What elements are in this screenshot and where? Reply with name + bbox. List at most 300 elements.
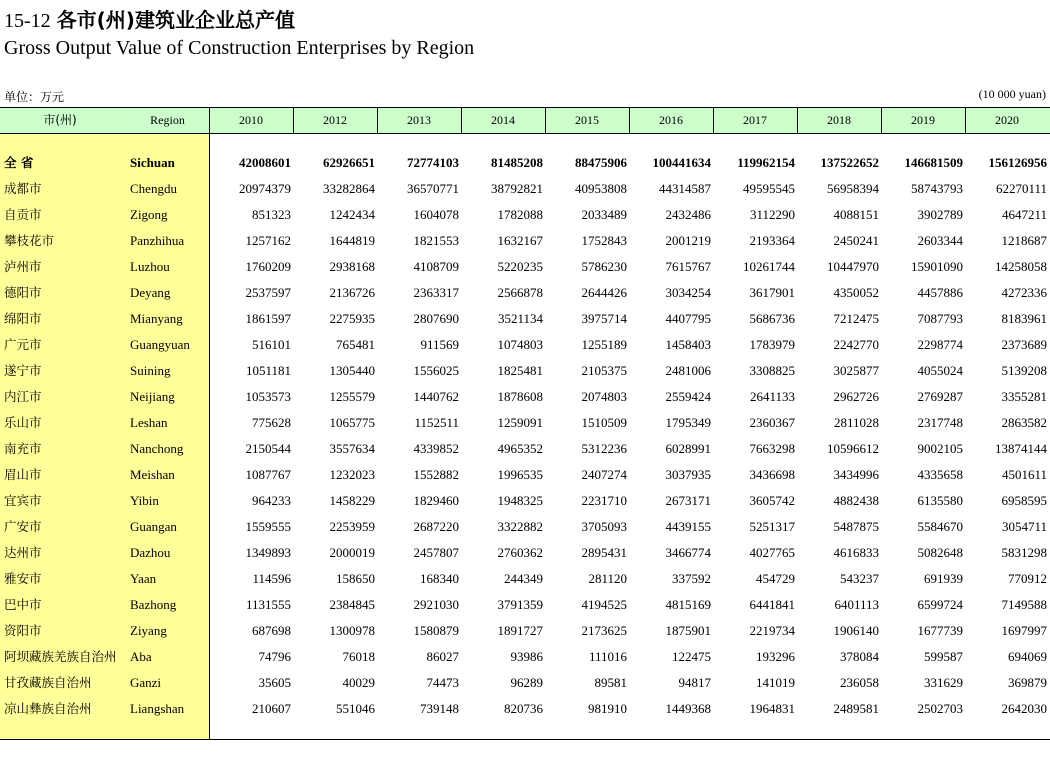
region-name-en: Luzhou	[130, 259, 170, 274]
value-cell: 1964831	[749, 701, 795, 716]
value-cell: 2231710	[581, 493, 627, 508]
value-cell: 3112290	[749, 207, 795, 222]
value-cell: 5831298	[1001, 545, 1047, 560]
value-cell: 6401113	[834, 597, 879, 612]
value-cell: 2298774	[917, 337, 963, 352]
value-cell: 1825481	[497, 363, 543, 378]
value-cell: 1242434	[329, 207, 375, 222]
region-name-cn: 成都市	[4, 181, 42, 196]
header-region-cn: 市(州)	[43, 113, 77, 127]
value-cell: 2373689	[1001, 337, 1047, 352]
value-cell: 1458403	[665, 337, 711, 352]
value-cell: 3037935	[665, 467, 711, 482]
table-row	[0, 540, 1050, 566]
value-cell: 86027	[426, 649, 459, 664]
value-cell: 7615767	[665, 259, 711, 274]
value-cell: 2760362	[497, 545, 543, 560]
region-name-en: Sichuan	[130, 155, 175, 170]
value-cell: 4027765	[749, 545, 795, 560]
value-cell: 1510509	[581, 415, 627, 430]
value-cell: 851323	[252, 207, 291, 222]
value-cell: 2962726	[833, 389, 879, 404]
table-row	[0, 202, 1050, 228]
header-year: 2017	[743, 113, 767, 127]
value-cell: 1878608	[497, 389, 543, 404]
value-cell: 2450241	[833, 233, 879, 248]
value-cell: 2193364	[749, 233, 795, 248]
value-cell: 3975714	[581, 311, 627, 326]
value-cell: 49595545	[743, 181, 795, 196]
table-row-total	[0, 150, 1050, 176]
value-cell: 2360367	[749, 415, 795, 430]
table-row	[0, 566, 1050, 592]
value-cell: 1906140	[833, 623, 879, 638]
header-divider	[713, 108, 714, 133]
value-cell: 33282864	[323, 181, 375, 196]
value-cell: 111016	[588, 649, 627, 664]
value-cell: 74796	[258, 649, 291, 664]
value-cell: 81485208	[491, 155, 543, 170]
value-cell: 2001219	[665, 233, 711, 248]
value-cell: 4882438	[833, 493, 879, 508]
region-name-cn: 乐山市	[4, 415, 42, 430]
region-name-en: Mianyang	[130, 311, 183, 326]
value-cell: 2457807	[413, 545, 459, 560]
value-cell: 2000019	[329, 545, 375, 560]
value-cell: 739148	[420, 701, 459, 716]
value-cell: 2807690	[413, 311, 459, 326]
value-cell: 10447970	[827, 259, 879, 274]
region-name-en: Zigong	[130, 207, 168, 222]
value-cell: 35605	[258, 675, 291, 690]
value-cell: 141019	[756, 675, 795, 690]
value-cell: 2150544	[245, 441, 291, 456]
value-cell: 2938168	[329, 259, 375, 274]
value-cell: 5786230	[581, 259, 627, 274]
value-cell: 1604078	[413, 207, 459, 222]
value-cell: 114596	[252, 571, 291, 586]
value-cell: 146681509	[904, 155, 963, 170]
value-cell: 4339852	[413, 441, 459, 456]
value-cell: 2566878	[497, 285, 543, 300]
value-cell: 93986	[510, 649, 543, 664]
table-header	[0, 107, 1050, 134]
value-cell: 1349893	[245, 545, 291, 560]
value-cell: 13874144	[995, 441, 1047, 456]
value-cell: 1752843	[581, 233, 627, 248]
region-name-en: Nanchong	[130, 441, 184, 456]
value-cell: 2489581	[833, 701, 879, 716]
value-cell: 770912	[1008, 571, 1047, 586]
value-cell: 137522652	[820, 155, 879, 170]
region-name-cn: 宜宾市	[4, 493, 42, 508]
value-cell: 2253959	[329, 519, 375, 534]
region-name-en: Deyang	[130, 285, 171, 300]
region-name-en: Dazhou	[130, 545, 171, 560]
value-cell: 1821553	[413, 233, 459, 248]
value-cell: 2275935	[329, 311, 375, 326]
value-cell: 1053573	[245, 389, 291, 404]
value-cell: 4194525	[581, 597, 627, 612]
header-year: 2016	[659, 113, 683, 127]
value-cell: 1074803	[497, 337, 543, 352]
value-cell: 3322882	[497, 519, 543, 534]
table-row	[0, 384, 1050, 410]
value-cell: 1131555	[245, 597, 291, 612]
value-cell: 4088151	[833, 207, 879, 222]
value-cell: 337592	[672, 571, 711, 586]
value-cell: 4815169	[665, 597, 711, 612]
region-name-cn: 德阳市	[4, 285, 42, 300]
value-cell: 5584670	[917, 519, 963, 534]
region-name-cn: 遂宁市	[4, 363, 42, 378]
value-cell: 72774103	[407, 155, 459, 170]
value-cell: 1218687	[1001, 233, 1047, 248]
value-cell: 1580879	[413, 623, 459, 638]
value-cell: 1255189	[581, 337, 627, 352]
region-name-en: Suining	[130, 363, 171, 378]
page-title-cn	[4, 4, 295, 33]
value-cell: 543237	[840, 571, 879, 586]
value-cell: 3902789	[917, 207, 963, 222]
value-cell: 4439155	[665, 519, 711, 534]
table-row	[0, 592, 1050, 618]
value-cell: 100441634	[652, 155, 711, 170]
value-cell: 2863582	[1001, 415, 1047, 430]
header-region-en: Region	[150, 113, 185, 127]
value-cell: 775628	[252, 415, 291, 430]
value-cell: 765481	[336, 337, 375, 352]
value-cell: 1948325	[497, 493, 543, 508]
value-cell: 2811028	[833, 415, 879, 430]
value-cell: 1552882	[413, 467, 459, 482]
value-cell: 4616833	[833, 545, 879, 560]
value-cell: 4407795	[665, 311, 711, 326]
header-divider	[293, 108, 294, 133]
page-title-en: Gross Output Value of Construction Enterprises by Region	[4, 37, 475, 59]
region-name-cn: 雅安市	[4, 571, 42, 586]
value-cell: 5220235	[497, 259, 543, 274]
value-cell: 820736	[504, 701, 543, 716]
value-cell: 62270111	[995, 181, 1047, 196]
region-name-en: Guangan	[130, 519, 177, 534]
value-cell: 2074803	[581, 389, 627, 404]
table-row	[0, 410, 1050, 436]
value-cell: 1829460	[413, 493, 459, 508]
header-divider	[545, 108, 546, 133]
value-cell: 6135580	[917, 493, 963, 508]
value-cell: 911569	[420, 337, 459, 352]
value-cell: 3434996	[833, 467, 879, 482]
region-name-en: Panzhihua	[130, 233, 185, 248]
value-cell: 2641133	[749, 389, 795, 404]
value-cell: 3308825	[749, 363, 795, 378]
title-cn-text: 各市(州)建筑业企业总产值	[56, 8, 295, 32]
value-cell: 3521134	[497, 311, 543, 326]
value-cell: 1996535	[497, 467, 543, 482]
region-name-cn: 内江市	[4, 389, 42, 404]
table-row	[0, 462, 1050, 488]
value-cell: 1259091	[497, 415, 543, 430]
region-name-cn: 广元市	[4, 337, 42, 352]
value-cell: 1051181	[245, 363, 291, 378]
value-cell: 2559424	[665, 389, 711, 404]
value-cell: 3466774	[665, 545, 711, 560]
value-cell: 1783979	[749, 337, 795, 352]
value-cell: 516101	[252, 337, 291, 352]
value-cell: 4647211	[1001, 207, 1047, 222]
value-cell: 7663298	[749, 441, 795, 456]
value-cell: 281120	[588, 571, 627, 586]
value-cell: 14258058	[995, 259, 1047, 274]
value-cell: 10261744	[743, 259, 795, 274]
table-row	[0, 358, 1050, 384]
value-cell: 42008601	[239, 155, 291, 170]
value-cell: 2921030	[413, 597, 459, 612]
value-cell: 88475906	[575, 155, 627, 170]
value-cell: 1677739	[917, 623, 963, 638]
value-cell: 2317748	[917, 415, 963, 430]
table-row	[0, 670, 1050, 696]
value-cell: 2033489	[581, 207, 627, 222]
value-cell: 56958394	[827, 181, 879, 196]
value-cell: 1875901	[665, 623, 711, 638]
value-cell: 20974379	[239, 181, 291, 196]
value-cell: 2644426	[581, 285, 627, 300]
value-cell: 58743793	[911, 181, 963, 196]
value-cell: 6028991	[665, 441, 711, 456]
header-divider	[881, 108, 882, 133]
value-cell: 40029	[342, 675, 375, 690]
value-cell: 1065775	[329, 415, 375, 430]
value-cell: 36570771	[407, 181, 459, 196]
region-name-cn: 自贡市	[4, 207, 42, 222]
value-cell: 15901090	[911, 259, 963, 274]
value-cell: 2242770	[833, 337, 879, 352]
value-cell: 691939	[924, 571, 963, 586]
value-cell: 3617901	[749, 285, 795, 300]
region-name-en: Neijiang	[130, 389, 175, 404]
value-cell: 2687220	[413, 519, 459, 534]
value-cell: 2481006	[665, 363, 711, 378]
unit-label-cn: 单位：万元	[4, 90, 65, 104]
region-name-en: Aba	[130, 649, 152, 664]
region-name-cn: 眉山市	[4, 467, 42, 482]
table-row	[0, 514, 1050, 540]
value-cell: 6599724	[917, 597, 963, 612]
header-divider	[629, 108, 630, 133]
value-cell: 331629	[924, 675, 963, 690]
value-cell: 1556025	[413, 363, 459, 378]
value-cell: 96289	[510, 675, 543, 690]
table-row	[0, 176, 1050, 202]
header-divider	[377, 108, 378, 133]
table-row	[0, 228, 1050, 254]
value-cell: 1697997	[1001, 623, 1047, 638]
value-cell: 89581	[594, 675, 627, 690]
value-cell: 551046	[336, 701, 375, 716]
table-row	[0, 280, 1050, 306]
value-cell: 4108709	[413, 259, 459, 274]
value-cell: 378084	[840, 649, 879, 664]
value-cell: 5487875	[833, 519, 879, 534]
value-cell: 1861597	[245, 311, 291, 326]
value-cell: 5082648	[917, 545, 963, 560]
value-cell: 2105375	[581, 363, 627, 378]
value-cell: 1232023	[329, 467, 375, 482]
value-cell: 2895431	[581, 545, 627, 560]
value-cell: 687698	[252, 623, 291, 638]
value-cell: 7149588	[1001, 597, 1047, 612]
value-cell: 1449368	[665, 701, 711, 716]
value-cell: 1891727	[497, 623, 543, 638]
table-row	[0, 696, 1050, 722]
value-cell: 2603344	[917, 233, 963, 248]
region-name-cn: 攀枝花市	[4, 233, 55, 248]
region-name-en: Yaan	[130, 571, 157, 586]
header-year: 2020	[995, 113, 1019, 127]
value-cell: 40953808	[575, 181, 627, 196]
value-cell: 1087767	[245, 467, 291, 482]
header-year: 2012	[323, 113, 347, 127]
value-cell: 193296	[756, 649, 795, 664]
header-divider	[965, 108, 966, 133]
value-cell: 1300978	[329, 623, 375, 638]
header-divider	[461, 108, 462, 133]
region-name-cn: 泸州市	[4, 259, 42, 274]
value-cell: 3436698	[749, 467, 795, 482]
region-name-cn: 资阳市	[4, 623, 42, 638]
value-cell: 2673171	[665, 493, 711, 508]
value-cell: 4501611	[1001, 467, 1047, 482]
value-cell: 122475	[672, 649, 711, 664]
value-cell: 236058	[840, 675, 879, 690]
region-name-en: Chengdu	[130, 181, 177, 196]
value-cell: 4457886	[917, 285, 963, 300]
value-cell: 2384845	[329, 597, 375, 612]
value-cell: 2432486	[665, 207, 711, 222]
value-cell: 1152511	[414, 415, 459, 430]
value-cell: 694069	[1008, 649, 1047, 664]
value-cell: 3705093	[581, 519, 627, 534]
value-cell: 62926651	[323, 155, 375, 170]
region-name-en: Leshan	[130, 415, 168, 430]
table-row	[0, 332, 1050, 358]
value-cell: 981910	[588, 701, 627, 716]
value-cell: 4272336	[1001, 285, 1047, 300]
value-cell: 1559555	[245, 519, 291, 534]
region-name-cn: 南充市	[4, 441, 42, 456]
value-cell: 1795349	[665, 415, 711, 430]
value-cell: 244349	[504, 571, 543, 586]
value-cell: 599587	[924, 649, 963, 664]
value-cell: 2219734	[749, 623, 795, 638]
value-cell: 2769287	[917, 389, 963, 404]
region-name-en: Guangyuan	[130, 337, 190, 352]
table-row	[0, 254, 1050, 280]
table-number: 15-12	[4, 10, 51, 32]
value-cell: 2537597	[245, 285, 291, 300]
value-cell: 7212475	[833, 311, 879, 326]
value-cell: 5686736	[749, 311, 795, 326]
value-cell: 1305440	[329, 363, 375, 378]
value-cell: 2502703	[917, 701, 963, 716]
value-cell: 5139208	[1001, 363, 1047, 378]
region-name-en: Yibin	[130, 493, 159, 508]
value-cell: 2136726	[329, 285, 375, 300]
value-cell: 6958595	[1001, 493, 1047, 508]
value-cell: 2363317	[413, 285, 459, 300]
value-cell: 158650	[336, 571, 375, 586]
region-name-en: Ganzi	[130, 675, 162, 690]
value-cell: 369879	[1008, 675, 1047, 690]
region-name-en: Meishan	[130, 467, 175, 482]
table-row	[0, 618, 1050, 644]
value-cell: 5312236	[581, 441, 627, 456]
header-year: 2014	[491, 113, 515, 127]
value-cell: 3557634	[329, 441, 375, 456]
value-cell: 10596612	[827, 441, 879, 456]
header-year: 2010	[239, 113, 263, 127]
table-bottom-rule	[0, 739, 1050, 740]
value-cell: 210607	[252, 701, 291, 716]
value-cell: 1458229	[329, 493, 375, 508]
value-cell: 168340	[420, 571, 459, 586]
value-cell: 3355281	[1001, 389, 1047, 404]
value-cell: 2173625	[581, 623, 627, 638]
value-cell: 5251317	[749, 519, 795, 534]
value-cell: 9002105	[917, 441, 963, 456]
value-cell: 74473	[426, 675, 459, 690]
value-cell: 44314587	[659, 181, 711, 196]
header-year: 2015	[575, 113, 599, 127]
table-row	[0, 436, 1050, 462]
value-cell: 1760209	[245, 259, 291, 274]
value-cell: 1257162	[245, 233, 291, 248]
value-cell: 3605742	[749, 493, 795, 508]
region-name-cn: 甘孜藏族自治州	[4, 675, 92, 690]
value-cell: 1440762	[413, 389, 459, 404]
value-cell: 4055024	[917, 363, 963, 378]
region-name-en: Liangshan	[130, 701, 185, 716]
region-name-en: Bazhong	[130, 597, 177, 612]
header-year: 2013	[407, 113, 431, 127]
table-row	[0, 644, 1050, 670]
value-cell: 156126956	[988, 155, 1047, 170]
value-cell: 454729	[756, 571, 795, 586]
value-cell: 3034254	[665, 285, 711, 300]
value-cell: 2642030	[1001, 701, 1047, 716]
value-cell: 76018	[342, 649, 375, 664]
value-cell: 1632167	[497, 233, 543, 248]
value-cell: 3054711	[1001, 519, 1047, 534]
header-year: 2019	[911, 113, 935, 127]
region-name-cn: 达州市	[4, 545, 42, 560]
region-name-cn: 绵阳市	[4, 311, 42, 326]
table-row	[0, 488, 1050, 514]
value-cell: 8183961	[1001, 311, 1047, 326]
value-cell: 1644819	[329, 233, 375, 248]
header-divider	[797, 108, 798, 133]
value-cell: 3025877	[833, 363, 879, 378]
unit-label-en: (10 000 yuan)	[978, 87, 1046, 101]
value-cell: 1782088	[497, 207, 543, 222]
value-cell: 4335658	[917, 467, 963, 482]
region-name-cn: 巴中市	[4, 597, 42, 612]
table-row	[0, 306, 1050, 332]
value-cell: 6441841	[749, 597, 795, 612]
region-name-en: Ziyang	[130, 623, 167, 638]
